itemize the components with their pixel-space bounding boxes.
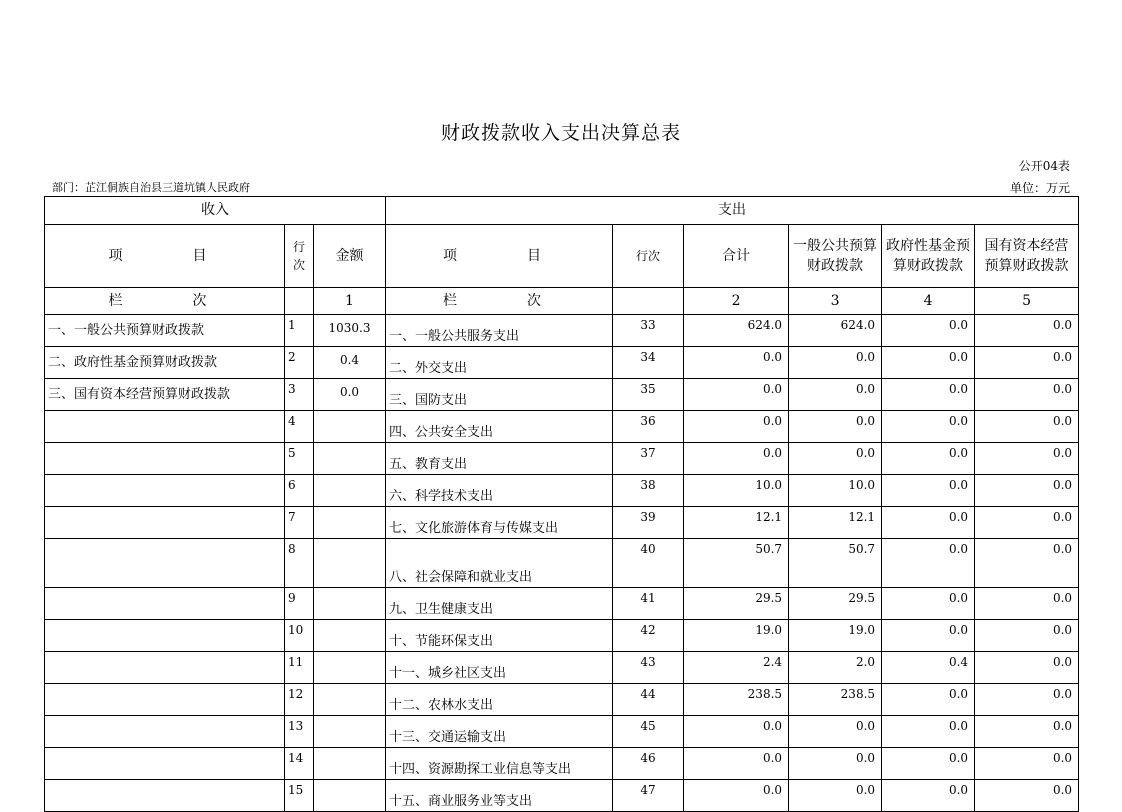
income-amount bbox=[314, 620, 386, 652]
expense-row-number: 39 bbox=[613, 507, 684, 539]
income-row-number: 10 bbox=[285, 620, 314, 652]
gov-fund-value: 0.0 bbox=[882, 716, 975, 748]
income-row-number: 6 bbox=[285, 475, 314, 507]
expense-row-number: 34 bbox=[613, 347, 684, 379]
expense-item-cell: 七、文化旅游体育与传媒支出 bbox=[386, 507, 613, 539]
expense-row-number: 42 bbox=[613, 620, 684, 652]
expense-section-header: 支出 bbox=[386, 197, 1079, 225]
table-row bbox=[45, 347, 1079, 379]
expense-row-number: 43 bbox=[613, 652, 684, 684]
state-capital-value: 0.0 bbox=[975, 539, 1079, 588]
income-item-cell: 二、政府性基金预算财政拨款 bbox=[45, 347, 285, 379]
income-row-number: 11 bbox=[285, 652, 314, 684]
total-value: 12.1 bbox=[684, 507, 789, 539]
expense-item-cell: 十三、交通运输支出 bbox=[386, 716, 613, 748]
income-item-cell bbox=[45, 716, 285, 748]
expense-column-label: 栏 次 bbox=[443, 292, 556, 309]
income-item-cell bbox=[45, 443, 285, 475]
expense-item-cell: 六、科学技术支出 bbox=[386, 475, 613, 507]
income-item-cell bbox=[45, 780, 285, 812]
state-capital-value: 0.0 bbox=[975, 716, 1079, 748]
income-row-number: 1 bbox=[285, 315, 314, 347]
gov-fund-header: 政府性基金预算财政拨款 bbox=[882, 225, 975, 288]
general-budget-header: 一般公共预算财政拨款 bbox=[789, 225, 882, 288]
income-amount bbox=[314, 588, 386, 620]
gov-fund-value: 0.0 bbox=[882, 379, 975, 411]
total-value: 10.0 bbox=[684, 475, 789, 507]
table-row bbox=[45, 411, 1079, 443]
income-item-cell bbox=[45, 475, 285, 507]
income-amount: 0.4 bbox=[314, 347, 386, 379]
general-budget-value: 624.0 bbox=[789, 315, 882, 347]
amount-header: 金额 bbox=[314, 225, 386, 288]
income-row-number: 15 bbox=[285, 780, 314, 812]
income-item-cell bbox=[45, 507, 285, 539]
state-capital-value: 0.0 bbox=[975, 588, 1079, 620]
income-item-cell bbox=[45, 539, 285, 588]
unit-label: 单位：万元 bbox=[1009, 181, 1070, 195]
expense-item-cell: 十四、资源勘探工业信息等支出 bbox=[386, 748, 613, 780]
income-row-number: 2 bbox=[285, 347, 314, 379]
table-row bbox=[45, 379, 1079, 411]
expense-item-cell: 二、外交支出 bbox=[386, 347, 613, 379]
budget-table bbox=[44, 196, 1079, 812]
gov-fund-value: 0.0 bbox=[882, 443, 975, 475]
expense-row-number: 45 bbox=[613, 716, 684, 748]
expense-row-number: 37 bbox=[613, 443, 684, 475]
income-section-header: 收入 bbox=[45, 197, 386, 225]
total-value: 0.0 bbox=[684, 443, 789, 475]
income-item-cell bbox=[45, 684, 285, 716]
gov-fund-value: 0.0 bbox=[882, 748, 975, 780]
column-number-4: 4 bbox=[882, 288, 975, 315]
state-capital-value: 0.0 bbox=[975, 379, 1079, 411]
income-row-number: 5 bbox=[285, 443, 314, 475]
expense-item-cell: 三、国防支出 bbox=[386, 379, 613, 411]
table-row bbox=[45, 748, 1079, 780]
state-capital-value: 0.0 bbox=[975, 347, 1079, 379]
expense-row-number: 35 bbox=[613, 379, 684, 411]
expense-row-number: 38 bbox=[613, 475, 684, 507]
gov-fund-value: 0.0 bbox=[882, 475, 975, 507]
expense-item-cell: 一、一般公共服务支出 bbox=[386, 315, 613, 347]
expense-item-cell: 十一、城乡社区支出 bbox=[386, 652, 613, 684]
total-value: 0.0 bbox=[684, 379, 789, 411]
gov-fund-value: 0.0 bbox=[882, 315, 975, 347]
state-capital-value: 0.0 bbox=[975, 780, 1079, 812]
state-capital-value: 0.0 bbox=[975, 507, 1079, 539]
column-number-1: 1 bbox=[314, 288, 386, 315]
total-header: 合计 bbox=[684, 225, 789, 288]
general-budget-value: 0.0 bbox=[789, 748, 882, 780]
general-budget-value: 19.0 bbox=[789, 620, 882, 652]
table-row bbox=[45, 684, 1079, 716]
gov-fund-value: 0.0 bbox=[882, 347, 975, 379]
general-budget-value: 0.0 bbox=[789, 347, 882, 379]
income-amount bbox=[314, 652, 386, 684]
income-row-number: 8 bbox=[285, 539, 314, 588]
expense-row-number: 41 bbox=[613, 588, 684, 620]
income-item-cell bbox=[45, 652, 285, 684]
expense-row-number: 46 bbox=[613, 748, 684, 780]
state-capital-value: 0.0 bbox=[975, 411, 1079, 443]
income-row-number: 9 bbox=[285, 588, 314, 620]
general-budget-value: 0.0 bbox=[789, 716, 882, 748]
expense-item-cell: 十五、商业服务业等支出 bbox=[386, 780, 613, 812]
expense-item-cell: 十、节能环保支出 bbox=[386, 620, 613, 652]
income-item-header: 项 目 bbox=[108, 247, 221, 264]
general-budget-value: 10.0 bbox=[789, 475, 882, 507]
income-column-label: 栏 次 bbox=[108, 292, 221, 309]
income-amount bbox=[314, 475, 386, 507]
expense-item-cell: 九、卫生健康支出 bbox=[386, 588, 613, 620]
income-item-cell bbox=[45, 411, 285, 443]
income-row-number: 4 bbox=[285, 411, 314, 443]
income-amount: 1030.3 bbox=[314, 315, 386, 347]
gov-fund-value: 0.0 bbox=[882, 684, 975, 716]
income-item-cell bbox=[45, 620, 285, 652]
general-budget-value: 0.0 bbox=[789, 379, 882, 411]
income-item-cell: 三、国有资本经营预算财政拨款 bbox=[45, 379, 285, 411]
expense-item-cell: 十二、农林水支出 bbox=[386, 684, 613, 716]
income-amount bbox=[314, 748, 386, 780]
income-row-number: 3 bbox=[285, 379, 314, 411]
total-value: 19.0 bbox=[684, 620, 789, 652]
income-amount bbox=[314, 684, 386, 716]
expense-item-cell: 四、公共安全支出 bbox=[386, 411, 613, 443]
gov-fund-value: 0.4 bbox=[882, 652, 975, 684]
gov-fund-value: 0.0 bbox=[882, 507, 975, 539]
general-budget-value: 29.5 bbox=[789, 588, 882, 620]
table-row bbox=[45, 620, 1079, 652]
income-row-number: 7 bbox=[285, 507, 314, 539]
income-row-number: 14 bbox=[285, 748, 314, 780]
gov-fund-value: 0.0 bbox=[882, 780, 975, 812]
table-row bbox=[45, 539, 1079, 588]
income-amount bbox=[314, 411, 386, 443]
income-item-cell bbox=[45, 748, 285, 780]
form-number: 公开04表 bbox=[1018, 159, 1070, 173]
column-number-2: 2 bbox=[684, 288, 789, 315]
expense-row-number: 36 bbox=[613, 411, 684, 443]
expense-row-no-header: 行次 bbox=[613, 225, 684, 288]
income-amount bbox=[314, 443, 386, 475]
table-row bbox=[45, 652, 1079, 684]
expense-item-header: 项 目 bbox=[443, 247, 556, 264]
state-capital-value: 0.0 bbox=[975, 443, 1079, 475]
state-capital-value: 0.0 bbox=[975, 315, 1079, 347]
general-budget-value: 0.0 bbox=[789, 411, 882, 443]
income-row-number: 12 bbox=[285, 684, 314, 716]
table-row bbox=[45, 475, 1079, 507]
total-value: 50.7 bbox=[684, 539, 789, 588]
general-budget-value: 238.5 bbox=[789, 684, 882, 716]
general-budget-value: 12.1 bbox=[789, 507, 882, 539]
column-header-row bbox=[45, 225, 1079, 288]
general-budget-value: 2.0 bbox=[789, 652, 882, 684]
table-row bbox=[45, 443, 1079, 475]
state-capital-value: 0.0 bbox=[975, 620, 1079, 652]
expense-item-cell: 八、社会保障和就业支出 bbox=[386, 539, 613, 588]
state-capital-value: 0.0 bbox=[975, 684, 1079, 716]
total-value: 238.5 bbox=[684, 684, 789, 716]
table-row bbox=[45, 588, 1079, 620]
column-number-3: 3 bbox=[789, 288, 882, 315]
state-capital-header: 国有资本经营预算财政拨款 bbox=[975, 225, 1079, 288]
state-capital-value: 0.0 bbox=[975, 475, 1079, 507]
column-number-row bbox=[45, 288, 1079, 315]
page-title: 财政拨款收入支出决算总表 bbox=[440, 122, 681, 144]
expense-row-number: 40 bbox=[613, 539, 684, 588]
total-value: 0.0 bbox=[684, 347, 789, 379]
income-row-number: 13 bbox=[285, 716, 314, 748]
total-value: 0.0 bbox=[684, 780, 789, 812]
state-capital-value: 0.0 bbox=[975, 652, 1079, 684]
income-item-cell bbox=[45, 588, 285, 620]
column-number-5: 5 bbox=[975, 288, 1079, 315]
total-value: 0.0 bbox=[684, 716, 789, 748]
income-amount bbox=[314, 780, 386, 812]
income-item-cell: 一、一般公共预算财政拨款 bbox=[45, 315, 285, 347]
general-budget-value: 50.7 bbox=[789, 539, 882, 588]
table-row bbox=[45, 716, 1079, 748]
income-amount: 0.0 bbox=[314, 379, 386, 411]
table-row bbox=[45, 507, 1079, 539]
gov-fund-value: 0.0 bbox=[882, 620, 975, 652]
department-label: 部门：芷江侗族自治县三道坑镇人民政府 bbox=[52, 181, 250, 194]
expense-row-number: 47 bbox=[613, 780, 684, 812]
total-value: 0.0 bbox=[684, 411, 789, 443]
total-value: 29.5 bbox=[684, 588, 789, 620]
table-row bbox=[45, 780, 1079, 812]
total-value: 624.0 bbox=[684, 315, 789, 347]
income-amount bbox=[314, 507, 386, 539]
gov-fund-value: 0.0 bbox=[882, 588, 975, 620]
gov-fund-value: 0.0 bbox=[882, 411, 975, 443]
income-amount bbox=[314, 539, 386, 588]
gov-fund-value: 0.0 bbox=[882, 539, 975, 588]
income-row-no-header: 行次 bbox=[285, 225, 314, 288]
total-value: 2.4 bbox=[684, 652, 789, 684]
section-header-row bbox=[45, 197, 1079, 225]
income-amount bbox=[314, 716, 386, 748]
expense-item-cell: 五、教育支出 bbox=[386, 443, 613, 475]
general-budget-value: 0.0 bbox=[789, 443, 882, 475]
table-row bbox=[45, 315, 1079, 347]
state-capital-value: 0.0 bbox=[975, 748, 1079, 780]
total-value: 0.0 bbox=[684, 748, 789, 780]
expense-row-number: 33 bbox=[613, 315, 684, 347]
general-budget-value: 0.0 bbox=[789, 780, 882, 812]
expense-row-number: 44 bbox=[613, 684, 684, 716]
